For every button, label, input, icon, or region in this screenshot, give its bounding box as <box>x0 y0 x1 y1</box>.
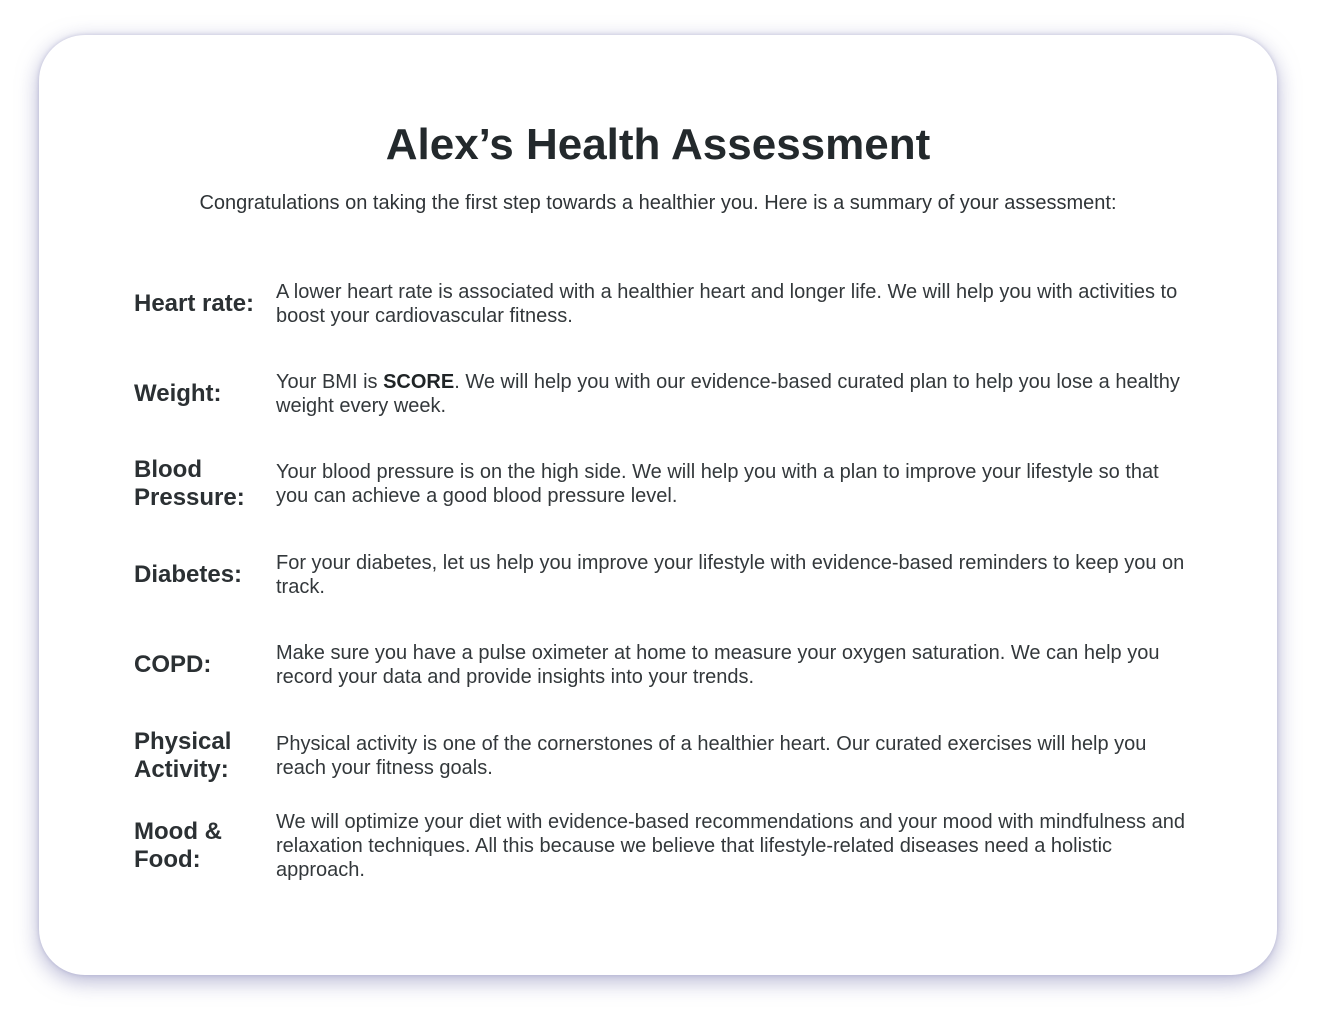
row-label: Weight: <box>134 380 222 407</box>
row-label: Blood Pressure: <box>134 456 245 511</box>
row-description: Your blood pressure is on the high side. We will help you with a plan to improve your lifestyle so that you can achieve a good blood pressure level. <box>276 461 1159 507</box>
row-description: Physical activity is one of the cornerstones of a healthier heart. Our curated exercises will help you reach your fitness goals. <box>276 733 1147 779</box>
row-label: Mood & Food: <box>134 818 222 873</box>
intro-text: Congratulations on taking the first step towards a healthier you. Here is a summary of your assessment: <box>199 192 1117 214</box>
row-description: Make sure you have a pulse oximeter at home to measure your oxygen saturation. We can help you record your data and provide insights into your trends. <box>276 642 1160 688</box>
row-description: We will optimize your diet with evidence-based recommendations and your mood with mindfulness and relaxation techniques. All this because we believe that lifestyle-related diseases need a holistic approach. <box>276 811 1185 881</box>
row-description: For your diabetes, let us help you improve your lifestyle with evidence-based reminders to keep you on track. <box>276 552 1185 598</box>
assessment-card <box>39 35 1277 975</box>
page-title: Alex’s Health Assessment <box>385 120 931 169</box>
row-label: COPD: <box>134 651 212 678</box>
row-label: Physical Activity: <box>134 728 232 783</box>
row-label: Heart rate: <box>134 290 255 317</box>
weight-text-after: . We will help you with our evidence-based curated plan to help you lose a healthy weight every week. <box>276 371 1180 417</box>
row-description: A lower heart rate is associated with a healthier heart and longer life. We will help you with activities to boost your cardiovascular fitness. <box>276 281 1178 327</box>
row-description <box>276 370 1191 418</box>
bmi-score: SCORE <box>383 371 455 393</box>
weight-text-before: Your BMI is <box>276 371 384 393</box>
row-label: Diabetes: <box>134 561 243 588</box>
